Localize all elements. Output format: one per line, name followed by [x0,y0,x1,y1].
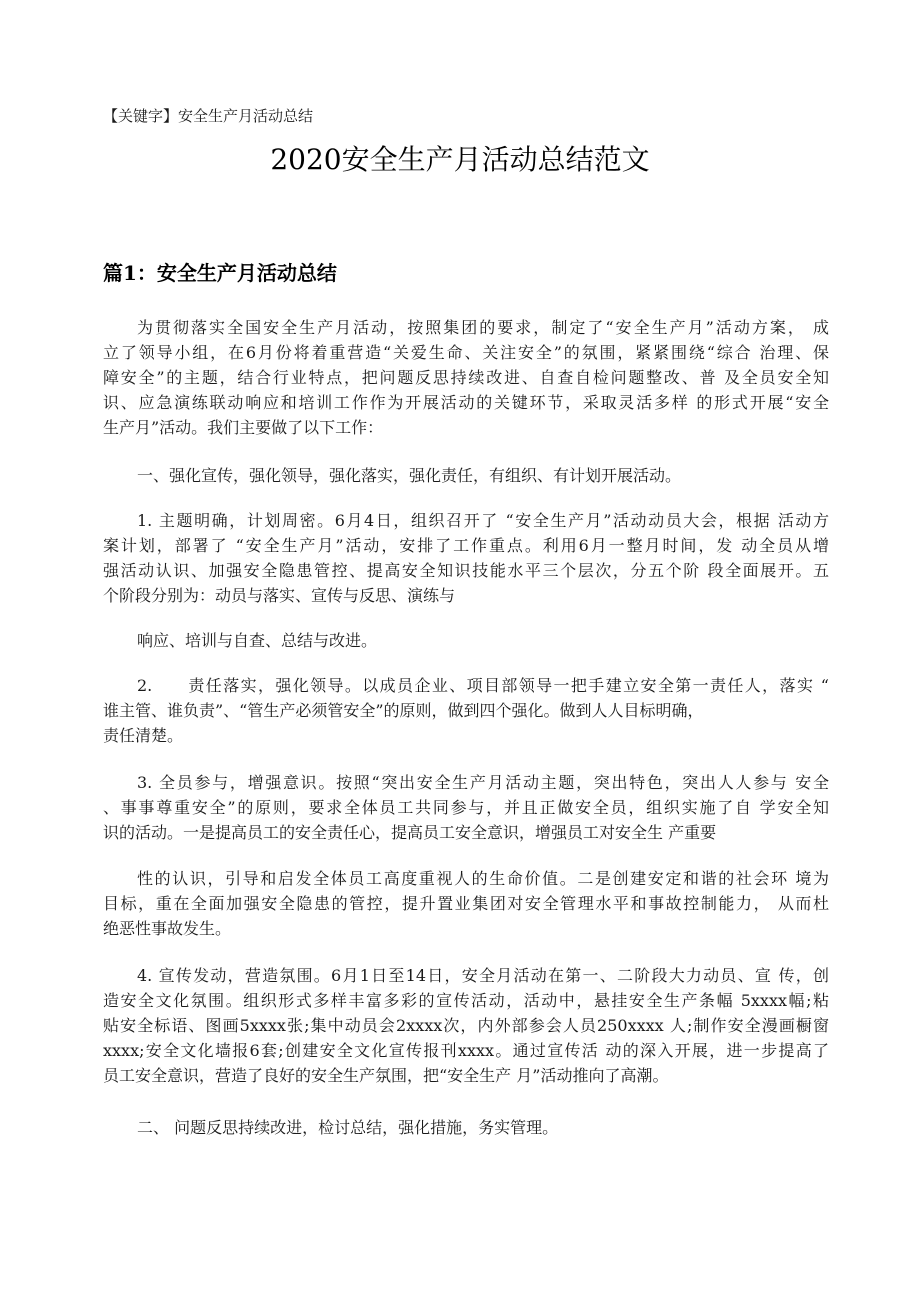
text-line: 造安全文化氛围。组织形式多样丰富多彩的宣传活动，活动中，悬挂安全生产条幅 5xxxx幅;粘 [103,991,829,1010]
paragraph-item-3-cont [103,866,829,941]
text-line: 1. 主题明确，计划周密。6月4日，组织召开了 “安全生产月”活动动员大会，根据 活动方 [137,511,829,530]
text-line: 贴安全标语、图画5xxxx张;集中动员会2xxxx次，内外部参会人员250xxxx 人;制作安全漫画橱窗 [103,1016,829,1035]
text-line: 3. 全员参与，增强意识。按照“突出安全生产月活动主题，突出特色，突出人人参与 安全 [137,773,829,792]
text-line: 2. 责任落实，强化领导。以成员企业、项目部领导一把手建立安全第一责任人，落实 “ [137,676,829,695]
paragraph-item-3 [103,770,829,845]
text-line: 员工安全意识，营造了良好的安全生产氛围，把“安全生产 月”活动推向了高潮。 [103,1066,669,1085]
heading-part-one [103,463,829,488]
text-line: 、事事尊重安全”的原则，要求全体员工共同参与，并且正做安全员，组织实施了自 学安全知 [103,798,829,817]
text-line: 案计划，部署了 “安全生产月”活动，安排了工作重点。利用6月一整月时间，发 动全员从增 [103,536,829,555]
text-line: 立了领导小组，在6月份将着重营造“关爱生命、关注安全”的氛围，紧紧围绕“综合 治理、保 [103,343,829,362]
text-line: 障安全”的主题，结合行业特点，把问题反思持续改进、自查自检问题整改、普 及全员安全知 [103,368,829,387]
text-line: 性的认识，引导和启发全体员工高度重视人的生命价值。二是创建安定和谐的社会环 境为 [137,869,829,888]
text-line: 4. 宣传发动，营造氛围。6月1日至14日，安全月活动在第一、二阶段大力动员、宣 传，创 [137,966,829,985]
keyword-line: 【关键字】安全生产月活动总结 [103,107,314,125]
text-line: 目标，重在全面加强安全隐患的管控，提升置业集团对安全管理水平和事故控制能力， 从而杜 [103,894,829,913]
paragraph-item-2 [103,673,829,748]
text-line: 识的活动。一是提高员工的安全责任心，提高员工安全意识，增强员工对安全生 产重要 [103,823,717,842]
text-line: 识、应急演练联动响应和培训工作作为开展活动的关键环节，采取灵活多样 的形式开展“安全 [103,393,829,412]
paragraph-intro [103,315,829,440]
text-line: 响应、培训与自查、总结与改进。 [137,631,378,650]
text-line: 一、强化宣传，强化领导，强化落实，强化责任，有组织、有计划开展活动。 [137,466,682,485]
text-line: 绝恶性事故发生。 [103,919,232,938]
paragraph-item-4 [103,963,829,1088]
heading-part-two [103,1115,829,1140]
text-line: 个阶段分别为：动员与落实、宣传与反思、演练与 [103,586,456,605]
text-line: 谁主管、谁负责”、“管生产必须管安全”的原则，做到四个强化。做到人人目标明确， [103,701,704,720]
text-line: 为贯彻落实全国安全生产月活动，按照集团的要求，制定了“安全生产月”活动方案， 成 [137,318,829,337]
text-line: 责任清楚。 [103,726,184,745]
text-line: 二、 问题反思持续改进，检讨总结，强化措施，务实管理。 [137,1118,559,1137]
text-line: 强活动认识、加强安全隐患管控、提高安全知识技能水平三个层次，分五个阶 段全面展开。五 [103,561,829,580]
text-line: 生产月”活动。我们主要做了以下工作： [103,418,384,437]
section-heading: 篇1：安全生产月活动总结 [103,261,337,285]
paragraph-item-1 [103,508,829,608]
document-title: 2020安全生产月活动总结范文 [270,143,650,176]
text-line: xxxx;安全文化墙报6套;创建安全文化宣传报刊xxxx。通过宣传活 动的深入开展，进一步提高了 [103,1041,829,1060]
paragraph-item-1-cont [103,628,829,653]
